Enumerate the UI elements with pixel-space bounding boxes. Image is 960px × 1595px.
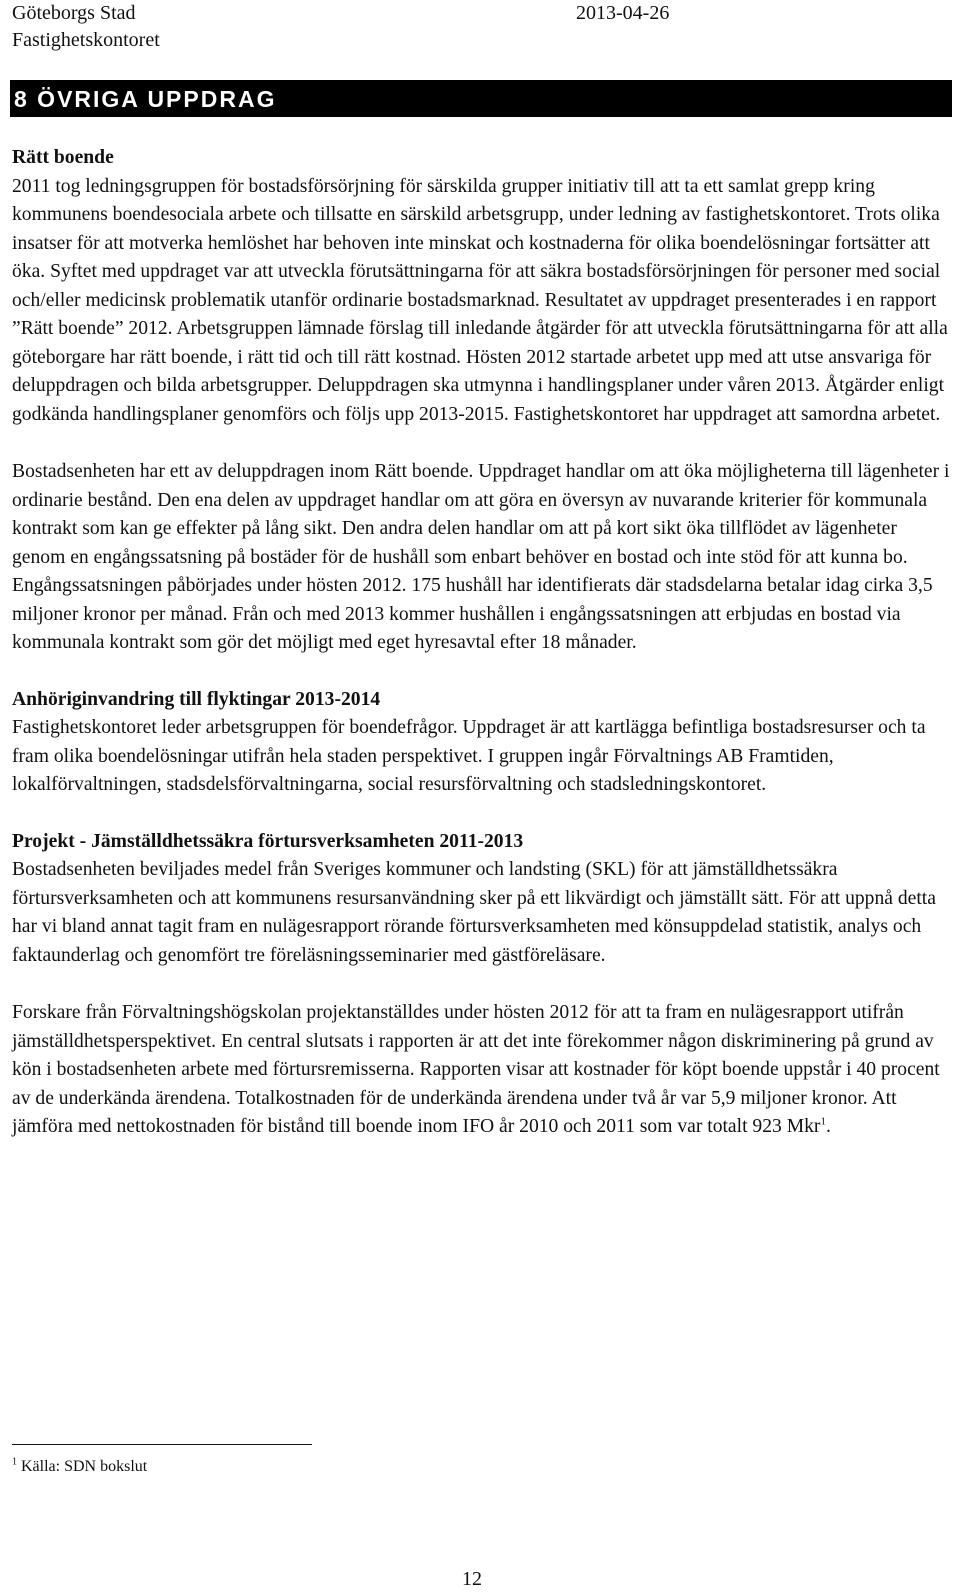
footnote-number: 1 bbox=[12, 1456, 17, 1468]
section-anhoriginvandring bbox=[12, 686, 950, 800]
paragraph: Fastighetskontoret leder arbetsgruppen för boendefrågor. Uppdraget är att kartlägga befintliga bostadsresurser och ta fram olika boendelösningar utifrån hela staden perspektivet. I gruppen ingår Förvaltnings AB Framtiden, lokalförvaltningen, stadsdelsförvaltningarna, social resursförvaltning och stadsledningskontoret. bbox=[12, 717, 926, 795]
paragraph: Bostadsenheten har ett av deluppdragen inom Rätt boende. Uppdraget handlar om att öka möjligheterna till lägenheter i ordinarie bestånd. Den ena delen av uppdraget handlar om att göra en översyn av nuvarande kriterier för kommunala kontrakt som kan ge effekter på lång sikt. Den andra delen handlar om att på kort sikt öka tillflödet av lägenheter genom en engångssatsning på bostäder för de hushåll som enbart behöver en bostad och inte stöd för att kunna bo. Engångssatsningen påbörjades under hösten 2012. 175 hushåll har identifierats där stadsdelarna betalar idag cirka 3,5 miljoner kronor per månad. Från och med 2013 kommer hushållen i engångssatsningen att erbjudas en bostad via kommunala kontrakt som gör det möjligt med eget hyresavtal efter 18 månader. bbox=[12, 461, 950, 653]
paragraph-with-footnote bbox=[12, 999, 950, 1142]
header-dept: Fastighetskontoret bbox=[12, 29, 160, 51]
main-content bbox=[12, 144, 950, 1142]
page-number: 12 bbox=[462, 1568, 482, 1590]
chapter-heading-bar bbox=[10, 80, 952, 117]
section-heading: Projekt - Jämställdhetssäkra förtursverksamheten 2011-2013 bbox=[12, 830, 524, 852]
chapter-title: 8 ÖVRIGA UPPDRAG bbox=[14, 86, 277, 112]
header-date: 2013-04-26 bbox=[576, 2, 670, 24]
footnote-divider bbox=[12, 1444, 312, 1445]
footnote-reference[interactable]: 1 bbox=[820, 1115, 826, 1128]
paragraph: 2011 tog ledningsgruppen för bostadsförsörjning för särskilda grupper initiativ till att ta ett samlat grepp kring kommunens boendesociala arbete och tillsatte en särskild arbetsgrupp, under ledning av fastighetskontoret. Trots olika insatser för att motverka hemlöshet har behoven inte minskat och kostnaderna för olika boendelösningar fortsätter att öka. Syftet med uppdraget var att utveckla förutsättningarna för att säkra bostadsförsörjningen för personer med social och/eller medicinsk problematik utanför ordinarie bostadsmarknad. Resultatet av uppdraget presenterades i en rapport ”Rätt boende” 2012. Arbetsgruppen lämnade förslag till inledande åtgärder för att utveckla förutsättningarna för att alla göteborgare har rätt boende, i rätt tid och till rätt kostnad. Hösten 2012 startade arbetet upp med att utse ansvariga för deluppdragen och bilda arbetsgrupper. Deluppdragen ska utmynna i handlingsplaner under våren 2013. Åtgärder enligt godkända handlingsplaner genomförs och följs upp 2013-2015. Fastighetskontoret har uppdraget att samordna arbetet. bbox=[12, 175, 948, 425]
paragraph-text: Forskare från Förvaltningshögskolan projektanställdes under hösten 2012 för att ta fram en nulägesrapport utifrån jämställdhetsperspektivet. En central slutsats i rapporten är att det inte förekommer någon diskriminering på grund av kön i bostadsenheten arbete med förtursremisserna. Rapporten visar att kostnader för köpt boende uppstår i 40 procent av de underkända ärendena. Totalkostnaden för de underkända ärendena under två år var 5,9 miljoner kronor. Att jämföra med nettokostnaden för bistånd till boende inom IFO år 2010 och 2011 som var totalt 923 Mkr bbox=[12, 1002, 940, 1137]
section-jamstalldhet-projekt bbox=[12, 828, 950, 1142]
paragraph-end: . bbox=[825, 1116, 831, 1137]
section-ratt-boende bbox=[12, 144, 950, 658]
header-left bbox=[12, 0, 160, 54]
paragraph: Bostadsenheten beviljades medel från Sveriges kommuner och landsting (SKL) för att jämställdhetssäkra förtursverksamheten och att kommunens resursanvändning sker på ett likvärdigt och jämställt sätt. För att uppnå detta har vi bland annat tagit fram en nulägesrapport rörande förtursverksamheten med könsuppdelad statistik, analys och faktaunderlag och genomfört tre föreläsningsseminarier med gästföreläsare. bbox=[12, 859, 936, 966]
footnote-text: Källa: SDN bokslut bbox=[17, 1458, 148, 1475]
section-heading: Anhöriginvandring till flyktingar 2013-2014 bbox=[12, 688, 381, 710]
section-heading: Rätt boende bbox=[12, 147, 114, 168]
footnote bbox=[12, 1456, 147, 1478]
header-org: Göteborgs Stad bbox=[12, 2, 136, 24]
